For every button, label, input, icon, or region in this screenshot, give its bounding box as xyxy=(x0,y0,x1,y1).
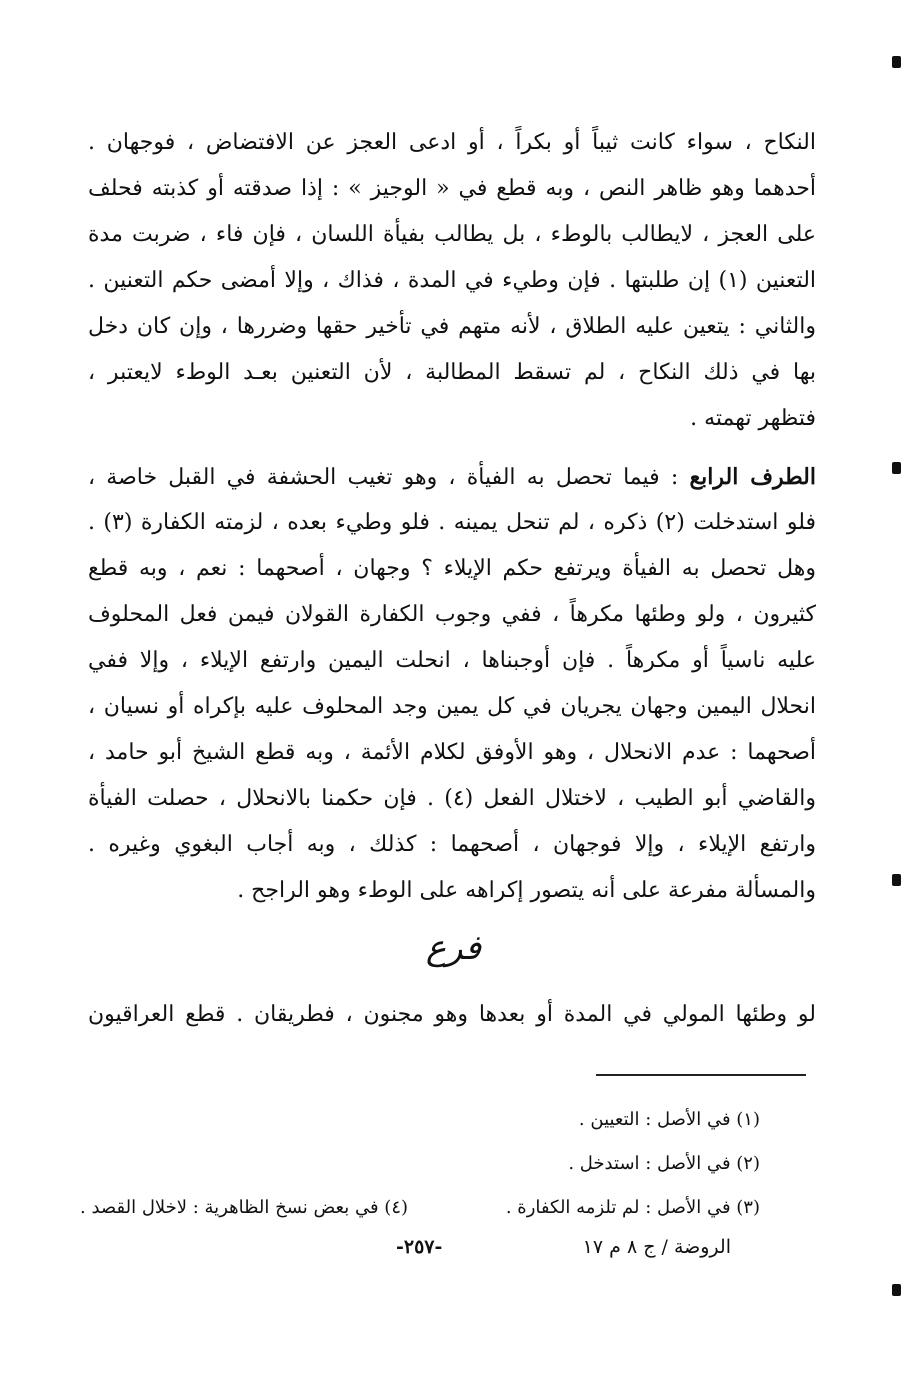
text-line: النكاح ، سواء كانت ثيباً أو بكراً ، أو ادعى العجز عن الافتضاض ، فوجهان . xyxy=(88,130,816,155)
footnote-3: (٣) في الأصل : لم تلزمه الكفارة . xyxy=(505,1197,760,1218)
paragraph-3 xyxy=(88,992,816,1038)
text-line: على العجز ، لايطالب بالوطء ، بل يطالب بفيأة اللسان ، فإن فاء ، ضربت مدة xyxy=(88,222,816,247)
text-line: وهل تحصل به الفيأة ويرتفع حكم الإيلاء ؟ وجهان ، أصحهما : نعم ، وبه قطع xyxy=(88,556,816,581)
footnote-4: (٤) في بعض نسخ الظاهرية : لاخلال القصد . xyxy=(80,1197,409,1218)
section-lead-continuation: : فيما تحصل به الفيأة ، وهو تغيب الحشفة في القبل خاصة ، xyxy=(88,465,690,490)
text-line: فلو استدخلت (٢) ذكره ، لم تنحل يمينه . فلو وطيء بعده ، لزمته الكفارة (٣) . xyxy=(88,510,816,535)
text-line: أصحهما : عدم الانحلال ، وهو الأوفق لكلام الأئمة ، وبه قطع الشيخ أبو حامد ، xyxy=(88,740,816,765)
text-line: والقاضي أبو الطيب ، لاختلال الفعل (٤) . فإن حكمنا بالانحلال ، حصلت الفيأة xyxy=(88,786,816,811)
section-lead: الطرف الرابع xyxy=(689,464,816,490)
text-line: عليه ناسياً أو مكرهاً . فإن أوجبناها ، انحلت اليمين وارتفع الإيلاء ، وإلا ففي xyxy=(88,648,816,673)
source-reference: الروضة / ج ٨ م ١٧ xyxy=(582,1236,731,1258)
text-line: فتظهر تهمته . xyxy=(690,406,816,431)
binding-mark xyxy=(892,874,901,886)
text-line: وارتفع الإيلاء ، وإلا فوجهان ، أصحهما : كذلك ، وبه أجاب البغوي وغيره . xyxy=(88,832,816,857)
text-line: انحلال اليمين وجهان يجريان في كل يمين وجد المحلوف عليه بإكراه أو نسيان ، xyxy=(88,694,816,719)
footnotes xyxy=(80,1098,760,1230)
footnote-divider xyxy=(596,1074,806,1076)
binding-mark xyxy=(892,56,901,68)
paragraph-1 xyxy=(88,120,816,442)
text-line: التعنين (١) إن طلبتها . فإن وطيء في المدة ، فذاك ، وإلا أمضى حكم التعنين . xyxy=(88,268,816,293)
binding-mark xyxy=(892,1284,901,1296)
footnote-2: (٢) في الأصل : استدخل . xyxy=(568,1153,760,1174)
text-line: كثيرون ، ولو وطئها مكرهاً ، ففي وجوب الكفارة القولان فيمن فعل المحلوف xyxy=(88,602,816,627)
text-line xyxy=(88,454,816,500)
text-line: والثاني : يتعين عليه الطلاق ، لأنه متهم في تأخير حقها وضررها ، وإن كان دخل xyxy=(88,314,816,339)
section-heading: فرع xyxy=(425,928,482,968)
text-line: أحدهما وهو ظاهر النص ، وبه قطع في « الوجيز » : إذا صدقته أو كذبته فحلف xyxy=(88,176,816,201)
text-line: بها في ذلك النكاح ، لم تسقط المطالبة ، لأن التعنين بعـد الوطء لايعتبر ، xyxy=(88,360,816,385)
page-footer xyxy=(0,1236,907,1272)
footnote-row-3-4 xyxy=(80,1186,760,1230)
text-line: لو وطئها المولي في المدة أو بعدها وهو مجنون ، فطريقان . قطع العراقيون xyxy=(88,1002,816,1027)
footnote-1: (١) في الأصل : التعيين . xyxy=(578,1109,760,1130)
binding-mark xyxy=(892,462,901,474)
paragraph-2 xyxy=(88,454,816,914)
page-number: -٢٥٧- xyxy=(396,1236,443,1258)
text-line: والمسألة مفرعة على أنه يتصور إكراهه على الوطء وهو الراجح . xyxy=(237,878,816,903)
